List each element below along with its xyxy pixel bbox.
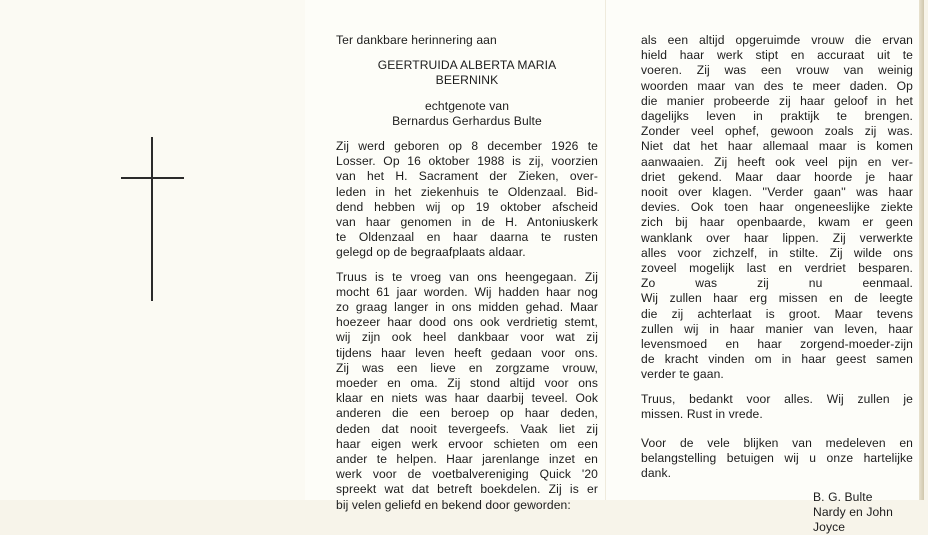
thanks-paragraph	[641, 436, 913, 482]
text-line: Wij zullen haar erg missen en de leegte	[641, 291, 913, 306]
text-line: levensmoed en haar zorgend-moeder-zijn	[641, 337, 913, 352]
text-line: voeren. Zij was een vrouw van weinig	[641, 63, 913, 78]
text-line: Zij was een lieve en zorgzame vrouw,	[336, 360, 598, 375]
spouse-block	[336, 99, 598, 129]
text-line: hoezeer haar dood ons ook verdrietig stemt,	[336, 315, 598, 330]
text-line: gelegd op de begraafplaats aldaar.	[336, 245, 526, 260]
text-line: van haar genomen in de H. Antoniuskerk	[336, 215, 598, 230]
text-line: de kracht vinden om in haar geest samen	[641, 352, 913, 367]
spouse-label: echtgenote van	[424, 98, 510, 113]
text-line: die zij achterlaat is groot. Maar tevens	[641, 306, 913, 321]
text-line: Zonder veel ophef, gewoon zoals zij was.	[641, 124, 913, 139]
signatures	[813, 490, 913, 535]
cross-vertical-bar	[151, 137, 153, 301]
signature-line: Nardy en John	[813, 504, 893, 519]
text-line: woorden maar van des te meer daden. Op	[641, 78, 913, 93]
text-line: van het H. Sacrament der Zieken, over-	[336, 169, 598, 184]
latin-cross-icon	[121, 137, 185, 301]
text-line: die manier probeerde zij haar geloof in het	[641, 93, 913, 108]
text-line: aanwaaien. Zij heeft ook veel pijn en ver-	[641, 154, 913, 169]
signature-line: B. G. Bulte	[813, 489, 873, 504]
text-line: leden in het ziekenhuis te Oldenzaal. Bid-	[336, 184, 598, 199]
text-line: bij velen geliefd en bekend door geworden:	[336, 497, 571, 512]
cross-horizontal-bar	[121, 177, 184, 179]
text-line: verder te gaan.	[641, 367, 724, 382]
text-line: deden dat nooit tevergeefs. Vaak liet zij	[336, 421, 598, 436]
spouse-name: Bernardus Gerhardus Bulte	[392, 113, 542, 128]
text-line: klaar en niets was haar daarbij teveel. Ook	[336, 391, 598, 406]
deceased-name-line: GEERTRUIDA ALBERTA MARIA	[377, 58, 557, 73]
text-line: missen. Rust in vrede.	[641, 406, 763, 421]
text-line: zo graag langer in ons midden gehad. Maar	[336, 300, 598, 315]
text-line: werk voor de voetbalvereniging Quick '20	[336, 467, 598, 482]
text-line: dend hebben wij op 19 oktober afscheid	[336, 199, 598, 214]
text-line: ander te helpen. Haar jarenlange inzet en	[336, 452, 598, 467]
deceased-name-line: BEERNINK	[435, 73, 499, 88]
text-line: Zo was zij nu eenmaal.	[641, 276, 913, 291]
text-line: zich bij haar openbaarde, kwam er geen	[641, 215, 913, 230]
text-line: dank.	[641, 466, 672, 481]
text-line: Niet dat het haar allemaal maar is komen	[641, 139, 913, 154]
memorial-text-column-1	[336, 33, 598, 522]
text-line: dagelijks leven in praktijk te brengen.	[641, 109, 913, 124]
text-line: tijdens haar leven heeft gedaan voor ons.	[336, 345, 598, 360]
text-line: Truus is te vroeg van ons heengegaan. Zij	[336, 269, 598, 284]
card-edge-shadow	[919, 0, 924, 500]
text-line: devies. Ook toen haar ongeneeslijke ziekte	[641, 200, 913, 215]
text-line: te Oldenzaal en haar daarna te rusten	[336, 230, 598, 245]
text-line: nooit over klagen. ''Verder gaan'' was haar	[641, 185, 913, 200]
text-line: anderen die een beroep op haar deden,	[336, 406, 598, 421]
memorial-text-column-2	[641, 33, 913, 535]
card-front-panel	[0, 0, 306, 500]
text-line: als een altijd opgeruimde vrouw die ervan	[641, 33, 913, 47]
deceased-name	[336, 58, 598, 88]
text-line: belangstelling betuigen wij u onze hartelijke	[641, 451, 913, 466]
text-line: haar eigen werk ervoor schieten om een	[336, 436, 598, 451]
text-line: zoveel mogelijk last en verdriet besparen.	[641, 261, 913, 276]
text-line: mocht 61 jaar worden. Wij hadden haar nog	[336, 284, 598, 299]
farewell-paragraph	[641, 392, 913, 422]
tribute-continued-paragraph	[641, 33, 913, 383]
text-line: Voor de vele blijken van medeleven en	[641, 436, 913, 451]
text-line: Zij werd geboren op 8 december 1926 te	[336, 139, 598, 154]
text-line: wanklank over haar lippen. Zij verwerkte	[641, 230, 913, 245]
biography-paragraph	[336, 139, 598, 261]
text-line: Truus, bedankt voor alles. Wij zullen je	[641, 391, 913, 406]
text-line: alles voor zichzelf, in stilte. Zij wilde ons	[641, 245, 913, 260]
text-line: Losser. Op 16 oktober 1988 is zij, voorzien	[336, 154, 598, 169]
text-line: zullen wij in haar manier van leven, haar	[641, 321, 913, 336]
text-line: moeder en oma. Zij stond altijd voor ons	[336, 376, 598, 391]
text-line: wij zijn ook heel dankbaar voor wat zij	[336, 330, 598, 345]
text-line: driet gekend. Maar daar hoorde je haar	[641, 169, 913, 184]
text-line: hield haar werk stipt en accuraat uit te	[641, 48, 913, 63]
text-line: spreekt wat dat betreft boekdelen. Zij is er	[336, 482, 598, 497]
tribute-paragraph	[336, 270, 598, 513]
card-inner-right-panel	[605, 0, 924, 535]
signature-line: Joyce	[813, 520, 846, 535]
intro-line: Ter dankbare herinnering aan	[336, 33, 497, 47]
card-inner-left-panel	[305, 0, 605, 512]
